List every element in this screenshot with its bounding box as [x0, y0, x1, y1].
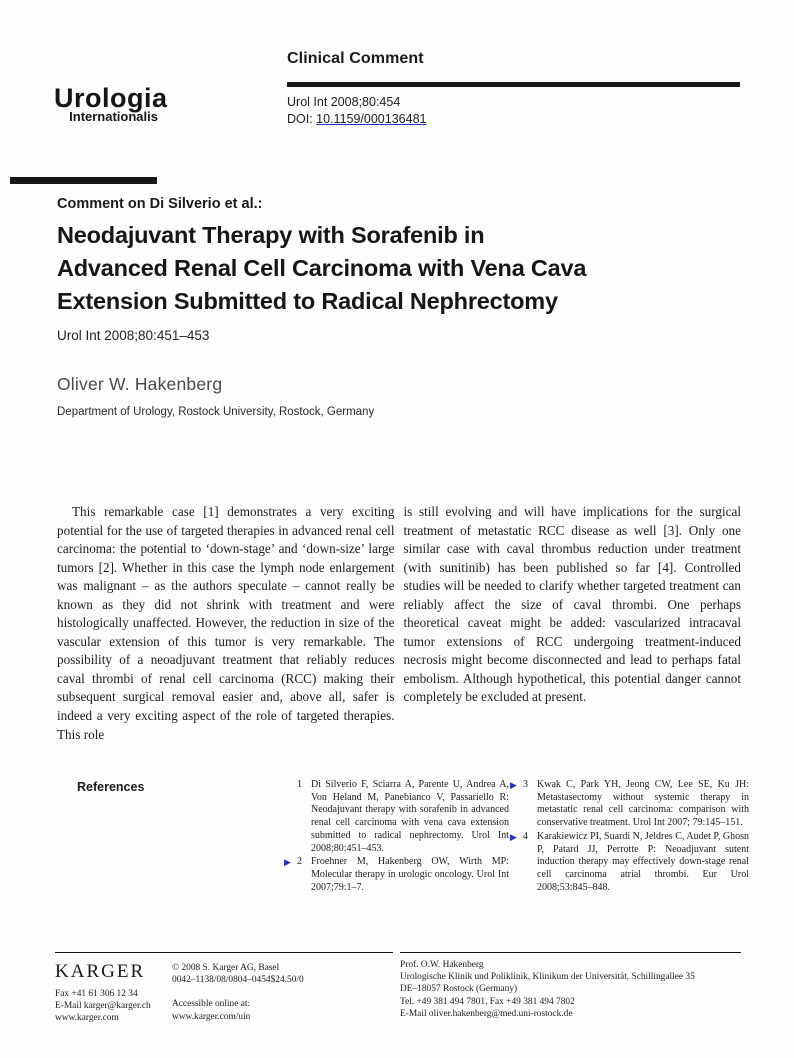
copyright-block	[172, 962, 304, 1023]
corresponding-author-address-2: DE–18057 Rostock (Germany)	[400, 984, 518, 995]
corresponding-author-block	[400, 959, 695, 1020]
references-column-1	[284, 779, 509, 895]
body-column-left	[57, 503, 395, 744]
corresponding-author-name: Prof. O.W. Hakenberg	[400, 960, 484, 970]
article-title	[57, 219, 697, 318]
reference-number: 4	[523, 830, 528, 842]
author-name: Oliver W. Hakenberg	[57, 374, 223, 394]
header-citation-block	[287, 94, 426, 127]
header-divider-bar	[287, 82, 740, 87]
journal-citation: Urol Int 2008;80:454	[287, 95, 401, 109]
article-title-line-1: Neodajuvant Therapy with Sorafenib in	[57, 222, 485, 248]
journal-logo-subtitle: Internationalis	[69, 109, 158, 124]
reference-link-arrow-icon[interactable]: ▶	[510, 831, 517, 842]
body-paragraph-right: is still evolving and will have implications for the surgical treatment of metastatic RCC disease as well [3]. Only one similar case with caval thrombus reduction under treatment (with sunitinib) has been published so far [4]. Controlled studies will be needed to clarify whether targeted treatment can reliably affect the size of caval thrombi. One perhaps theoretical caveat might be added: vascularized intracaval tumor extensions of RCC undergoing treatment-induced necrosis might become disconnected and lead to perhaps fatal embolism. Although hypothetical, this potential danger cannot completely be excluded at present.	[403, 504, 741, 705]
corresponding-author-address-1: Urologische Klinik und Poliklinik, Klinikum der Universität, Schillingallee 35	[400, 972, 695, 983]
reference-link-arrow-icon[interactable]: ▶	[510, 780, 517, 790]
reference-number: 1	[297, 779, 302, 790]
body-column-right	[404, 503, 742, 744]
footer-rule-right	[400, 952, 741, 953]
comment-on-line: Comment on Di Silverio et al.:	[57, 196, 263, 212]
title-divider-bar	[10, 177, 157, 184]
reference-number: 3	[523, 779, 528, 790]
references-list	[284, 779, 749, 895]
body-paragraph-left: This remarkable case [1] demonstrates a very exciting potential for the use of targeted therapies in advanced renal cell carcinoma: the potential to ‘down-stage’ and ‘down-size’ large tumors [2]. Whether in this case the lymph node enlargement was malignant – as the authors speculate – cannot really be known as they did not shrink with treatment and were histologically unaffected. However, the reduction in size of the vascular extension of this tumor is very remarkable. The possibility of a neoadjuvant treatment that reliably reduces caval thrombi of renal cell carcinoma (RCC) making their subsequent surgical removal easier and, above all, safer is indeed a very exciting aspect of the role of targeted therapies. This role	[57, 504, 395, 742]
online-access-url: www.karger.com/uin	[172, 1011, 251, 1022]
reference-text: Karakiewicz PI, Suardi N, Jeldres C, Audet P, Ghosn P, Patard JJ, Perrotte P: Neoadjuvant sutent induction therapy may effectively down-stage renal cell carcinoma atrial thrombi. Eur Urol 2008;53:845–848.	[537, 830, 749, 893]
publisher-email: E-Mail karger@karger.ch	[55, 1001, 151, 1012]
reference-item-3	[510, 779, 749, 830]
copyright-line: © 2008 S. Karger AG, Basel	[172, 963, 280, 973]
online-access-label: Accessible online at:	[172, 999, 251, 1010]
doi-link[interactable]: 10.1159/000136481	[316, 111, 427, 126]
journal-logo	[54, 83, 168, 124]
corresponding-author-email: E-Mail oliver.hakenberg@med.uni-rostock.de	[400, 1008, 573, 1019]
author-affiliation: Department of Urology, Rostock University, Rostock, Germany	[57, 406, 375, 418]
publisher-website: www.karger.com	[55, 1013, 119, 1024]
reference-item-4	[510, 830, 749, 895]
section-label: Clinical Comment	[287, 50, 424, 67]
references-heading: References	[77, 780, 145, 794]
footer-rule-left	[55, 952, 393, 953]
reference-item-1	[297, 779, 509, 855]
karger-logo: KARGER	[55, 961, 146, 982]
journal-logo-title: Urologia	[54, 83, 168, 113]
reference-text: Di Silverio F, Sciarra A, Parente U, Andrea A, Von Heland M, Panebianco V, Passariello R: Neodajuvant therapy with sorafenib in advanced renal cell carcinoma with vena cava extension submitted to radical nephrectomy. Urol Int 2008;80:451–453.	[311, 779, 509, 854]
corresponding-author-phone: Tel. +49 381 494 7801, Fax +49 381 494 7802	[400, 996, 575, 1007]
publisher-fax: Fax +41 61 306 12 34	[55, 989, 138, 999]
reference-item-2	[284, 856, 509, 894]
reference-number: 2	[297, 856, 302, 868]
publisher-contact-block	[55, 988, 151, 1025]
article-citation: Urol Int 2008;80:451–453	[57, 328, 210, 343]
body-text	[57, 503, 741, 744]
article-title-line-2: Advanced Renal Cell Carcinoma with Vena Cava	[57, 255, 587, 281]
reference-text: Froehner M, Hakenberg OW, Wirth MP: Molecular therapy in urologic oncology. Urol Int 2007;79:1–7.	[311, 856, 509, 893]
article-title-line-3: Extension Submitted to Radical Nephrectomy	[57, 288, 558, 314]
reference-link-arrow-icon[interactable]: ▶	[284, 857, 291, 868]
references-column-2	[510, 779, 749, 895]
doi-line	[287, 111, 426, 128]
issn-line: 0042–1138/08/0804–0454$24.50/0	[172, 975, 304, 986]
doi-label: DOI:	[287, 111, 317, 126]
reference-text: Kwak C, Park YH, Jeong CW, Lee SE, Ku JH: Metastasectomy without systemic therapy in metastatic renal cell carcinoma: comparison with conservative treatment. Urol Int 2007; 79:145–151.	[537, 779, 749, 829]
